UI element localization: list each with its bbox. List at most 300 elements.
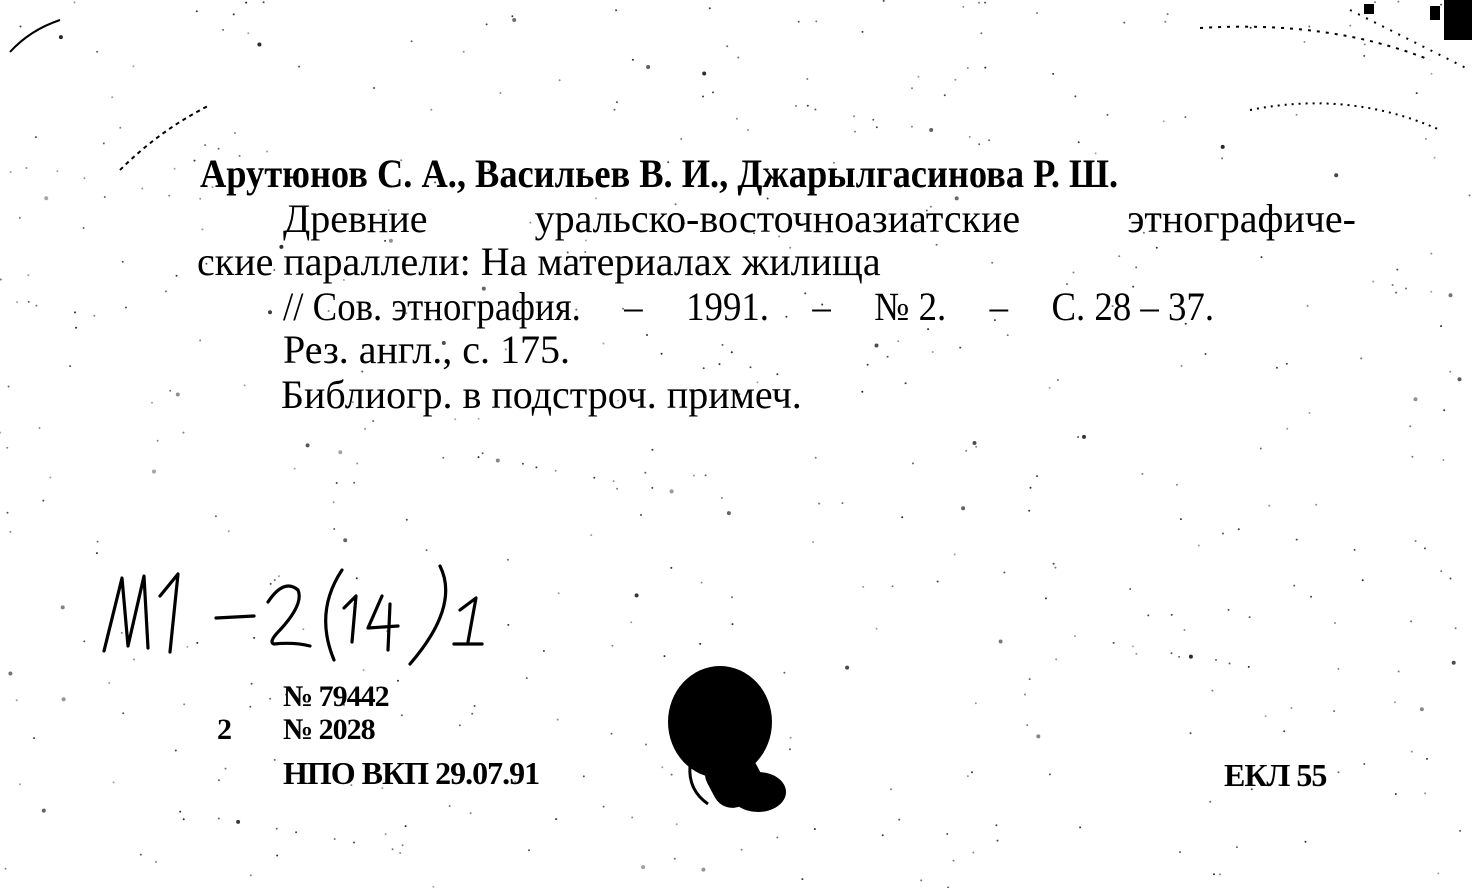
speckle (194, 160, 196, 162)
speckle (1450, 578, 1452, 580)
speckle (463, 51, 465, 53)
speckle (526, 677, 528, 679)
speckle (405, 825, 407, 827)
speckle (1425, 138, 1427, 140)
speckle (1248, 666, 1250, 668)
accession-number-1: № 79442 (283, 680, 389, 713)
speckle (222, 29, 224, 31)
title-line-1 (283, 195, 1356, 243)
speckle (959, 347, 961, 349)
title-line-2: ские параллели: На материалах жилища (197, 239, 881, 284)
speckle (978, 2, 980, 4)
speckle (1398, 671, 1400, 673)
speckle (1286, 428, 1288, 430)
speckle (558, 592, 560, 594)
speckle (814, 828, 816, 830)
speckle (218, 818, 220, 820)
speckle (33, 737, 35, 739)
speckle (1405, 288, 1407, 290)
speckle (392, 848, 394, 850)
speckle (74, 1, 76, 3)
speckle (522, 463, 524, 465)
speckle (535, 466, 537, 468)
speckle (727, 511, 731, 515)
speckle (1283, 730, 1285, 732)
speckle (978, 143, 980, 145)
speckle (1437, 873, 1439, 875)
speckle (397, 680, 399, 682)
speckle (204, 144, 206, 146)
speckle (854, 131, 856, 133)
speckle (1129, 588, 1131, 590)
speckle (1443, 409, 1445, 411)
speckle (1360, 357, 1362, 359)
speckle (406, 519, 408, 521)
speckle (613, 480, 615, 482)
speckle (1209, 801, 1211, 803)
speckle (984, 67, 986, 69)
speckle (1395, 793, 1397, 795)
speckle (1229, 663, 1231, 665)
speckle (1440, 4, 1442, 6)
speckle (251, 683, 253, 685)
speckle (644, 472, 646, 474)
speckle (183, 703, 185, 705)
speckle (815, 457, 817, 459)
speckle (1036, 475, 1038, 477)
speckle (75, 327, 77, 329)
speckle (96, 51, 98, 53)
speckle (1238, 528, 1240, 530)
speckle (97, 541, 99, 543)
speckle (96, 552, 98, 554)
speckle (912, 462, 914, 464)
speckle (233, 13, 235, 15)
speckle (632, 59, 634, 61)
speckle (175, 750, 177, 752)
speckle (199, 198, 201, 200)
speckle (543, 650, 545, 652)
speckle (1163, 120, 1165, 122)
speckle (249, 706, 251, 708)
speckle (701, 868, 705, 872)
speckle (1397, 1, 1399, 3)
speckle (125, 307, 127, 309)
speckle (1123, 22, 1125, 24)
speckle (1458, 377, 1462, 381)
speckle (991, 262, 993, 264)
speckle (1079, 826, 1081, 828)
speckle (932, 351, 934, 353)
speckle (1171, 652, 1173, 654)
speckle (997, 840, 999, 842)
speckle (470, 812, 472, 814)
speckle (0, 279, 2, 281)
speckle (1308, 26, 1310, 28)
speckle (244, 384, 246, 386)
speckle (42, 500, 44, 502)
speckle (1333, 710, 1335, 712)
speckle (1286, 363, 1288, 365)
speckle (7, 512, 9, 514)
speckle (646, 65, 650, 69)
speckle (1052, 73, 1054, 75)
speckle (1029, 678, 1031, 680)
speckle (56, 170, 58, 172)
speckle (747, 129, 749, 131)
speckle (842, 502, 844, 504)
speckle (776, 837, 778, 839)
speckle (59, 35, 63, 39)
speckle (670, 489, 674, 493)
speckle (176, 393, 180, 397)
speckle (954, 79, 956, 81)
speckle (298, 66, 300, 68)
speckle (113, 781, 115, 783)
speckle (815, 20, 817, 22)
speckle (39, 427, 41, 429)
speckle (807, 105, 809, 107)
speckle (611, 733, 613, 735)
speckle (83, 177, 85, 179)
speckle (511, 15, 513, 17)
speckle (818, 503, 820, 505)
speckle (701, 582, 703, 584)
speckle (651, 487, 653, 489)
speckle (872, 119, 874, 121)
speckle (557, 719, 559, 721)
speckle (6, 447, 8, 449)
speckle (861, 391, 863, 393)
speckle (165, 290, 167, 292)
speckle (83, 227, 85, 229)
resume-line: Рез. англ., с. 175. (283, 327, 571, 372)
speckle (1442, 459, 1444, 461)
speckle (1410, 620, 1412, 622)
speckle (1167, 13, 1169, 15)
speckle (168, 195, 170, 197)
speckle (1178, 656, 1180, 658)
speckle (334, 838, 336, 840)
speckle (995, 824, 997, 826)
speckle (969, 136, 971, 138)
speckle (1135, 266, 1137, 268)
speckle (338, 450, 342, 454)
speckle (111, 96, 113, 98)
speckle (1434, 157, 1436, 159)
speckle (1219, 873, 1221, 875)
speckle (10, 171, 12, 173)
authors-line: Арутюнов С. А., Васильев В. И., Джарылгасинова Р. Ш. (200, 151, 1119, 196)
speckle (798, 21, 800, 23)
speckle (1141, 473, 1143, 475)
speckle (801, 878, 803, 880)
speckle (196, 10, 198, 12)
speckle (999, 640, 1003, 644)
speckle (961, 506, 965, 510)
speckle (69, 365, 71, 367)
speckle (1374, 1, 1376, 3)
speckle (385, 833, 387, 835)
speckle (1315, 504, 1317, 506)
speckle (108, 682, 110, 684)
speckle (1334, 173, 1338, 177)
speckle (27, 274, 29, 276)
speckle (399, 852, 401, 854)
speckle (1113, 642, 1115, 644)
speckle (183, 818, 185, 820)
speckle (49, 477, 51, 479)
speckle (1156, 247, 1158, 249)
speckle (478, 456, 480, 458)
speckle (719, 363, 721, 365)
publisher-date-line: НПО ВКП 29.07.91 (283, 755, 540, 791)
speckle (218, 779, 220, 781)
speckle (276, 855, 278, 857)
speckle (853, 115, 855, 117)
speckle (1409, 425, 1411, 427)
speckle (615, 9, 617, 11)
speckle (1261, 256, 1263, 258)
speckle (1228, 609, 1230, 611)
punch-hole (660, 660, 800, 820)
speckle (1290, 707, 1292, 709)
speckle (875, 344, 879, 348)
speckle (16, 301, 18, 303)
speckle (499, 92, 501, 94)
bibliography-line: Библиогр. в подстроч. примеч. (281, 372, 802, 417)
speckle (1449, 293, 1453, 297)
speckle (155, 861, 157, 863)
speckle (953, 860, 955, 862)
speckle (946, 833, 948, 835)
speckle (722, 344, 724, 346)
speckle (737, 57, 739, 59)
speckle (705, 474, 707, 476)
speckle (333, 528, 335, 530)
speckle (432, 886, 434, 888)
speckle (1260, 448, 1262, 450)
speckle (661, 353, 663, 355)
speckle (1205, 353, 1207, 355)
speckle (152, 470, 156, 474)
speckle (1363, 763, 1365, 765)
speckle (1305, 841, 1307, 843)
speckle (795, 105, 797, 107)
speckle (1430, 253, 1432, 255)
speckle (1459, 830, 1461, 832)
speckle (1180, 518, 1182, 520)
speckle (179, 811, 181, 813)
speckle (1132, 645, 1134, 647)
speckle (1430, 291, 1432, 293)
speckle (1411, 456, 1413, 458)
speckle (876, 126, 878, 128)
speckle (1181, 365, 1183, 367)
speckle (1424, 792, 1426, 794)
handwritten-shelf-code (98, 556, 498, 676)
speckle (353, 482, 355, 484)
speckle (1057, 379, 1059, 381)
speckle (1424, 547, 1426, 549)
accession-number-2: № 2028 (283, 713, 375, 746)
speckle (28, 301, 30, 303)
speckle (1362, 579, 1364, 581)
speckle (1118, 255, 1120, 257)
speckle (1026, 724, 1028, 726)
speckle (1250, 27, 1252, 29)
speckle (1268, 505, 1270, 507)
copy-count: 2 (217, 713, 231, 746)
speckle (402, 844, 404, 846)
speckle (1221, 157, 1223, 159)
speckle (1028, 510, 1030, 512)
speckle (257, 43, 261, 47)
speckle (1452, 661, 1456, 665)
speckle (1189, 655, 1193, 659)
speckle (174, 168, 176, 170)
speckle (726, 45, 728, 47)
speckle (122, 712, 124, 714)
speckle (883, 0, 885, 2)
speckle (980, 32, 982, 34)
speckle (411, 40, 413, 42)
speckle (731, 596, 733, 598)
speckle (702, 96, 704, 98)
speckle (1276, 367, 1278, 369)
speckle (674, 858, 676, 860)
speckle (1293, 585, 1295, 587)
speckle (887, 356, 889, 358)
speckle (1215, 659, 1217, 661)
speckle (507, 559, 509, 561)
speckle (1171, 614, 1173, 616)
speckle (1440, 570, 1442, 572)
speckle (1372, 281, 1374, 283)
speckle (676, 823, 678, 825)
speckle (333, 501, 335, 503)
speckle (74, 311, 76, 313)
speckle (1184, 629, 1186, 631)
speckle (42, 809, 46, 813)
speckle (157, 440, 159, 442)
speckle (971, 771, 973, 773)
speckle (611, 645, 613, 647)
source-dash: – (812, 284, 831, 329)
speckle (1164, 21, 1166, 23)
speckle (1426, 758, 1428, 760)
speckle (35, 305, 37, 307)
speckle (1222, 533, 1224, 535)
speckle (1221, 145, 1225, 149)
speckle (1003, 572, 1005, 574)
speckle (1455, 627, 1457, 629)
speckle (353, 842, 355, 844)
speckle (1411, 751, 1413, 753)
speckle (401, 714, 403, 716)
speckle (274, 759, 276, 761)
speckle (954, 553, 956, 555)
speckle (1416, 92, 1418, 94)
speckle (1184, 116, 1186, 118)
speckle (702, 72, 706, 76)
speckle (892, 585, 894, 587)
speckle (1135, 653, 1137, 655)
speckle (176, 275, 178, 277)
source-dash: – (989, 284, 1009, 329)
speckle (132, 65, 134, 67)
speckle (555, 818, 557, 820)
speckle (269, 698, 271, 700)
speckle (1213, 873, 1215, 875)
speckle (670, 567, 672, 569)
speckle (1396, 269, 1398, 271)
speckle (19, 783, 21, 785)
speckle (44, 196, 48, 200)
speckle (1364, 43, 1366, 45)
speckle (1469, 194, 1471, 196)
speckle (25, 167, 27, 169)
speckle (936, 244, 938, 246)
speckle (20, 26, 22, 28)
speckle (295, 831, 297, 833)
speckle (141, 188, 143, 190)
speckle (199, 339, 201, 341)
speckle (364, 428, 366, 430)
speckle (183, 432, 185, 434)
speckle (559, 79, 561, 81)
speckle (512, 18, 516, 22)
speckle (806, 78, 808, 80)
speckle (614, 109, 616, 111)
speckle (151, 402, 153, 404)
speckle (9, 531, 11, 533)
speckle (19, 217, 21, 219)
source-dash: – (624, 284, 643, 329)
speckle (709, 7, 711, 9)
speckle (1249, 616, 1251, 618)
speckle (1074, 635, 1076, 637)
speckle (603, 806, 605, 808)
speckle (486, 23, 488, 25)
speckle (263, 1, 265, 3)
speckle (1082, 435, 1086, 439)
speckle (426, 549, 428, 551)
speckle (1420, 707, 1424, 711)
speckle (920, 879, 922, 881)
speckle (1394, 701, 1396, 703)
speckle (1440, 325, 1442, 327)
speckle (972, 852, 974, 854)
source-issue: № 2. (874, 284, 947, 329)
speckle (8, 386, 10, 388)
speckle (61, 605, 65, 609)
speckle (122, 261, 124, 263)
speckle (449, 805, 451, 807)
speckle (8, 672, 12, 676)
speckle (911, 126, 913, 128)
speckle (372, 420, 374, 422)
speckle (812, 541, 814, 543)
speckle (250, 874, 252, 876)
speckle (962, 6, 964, 8)
speckle (245, 2, 247, 4)
speckle (1036, 734, 1040, 738)
speckle (1415, 540, 1417, 542)
speckle (929, 128, 933, 132)
speckle (736, 118, 738, 120)
speckle (616, 488, 618, 490)
